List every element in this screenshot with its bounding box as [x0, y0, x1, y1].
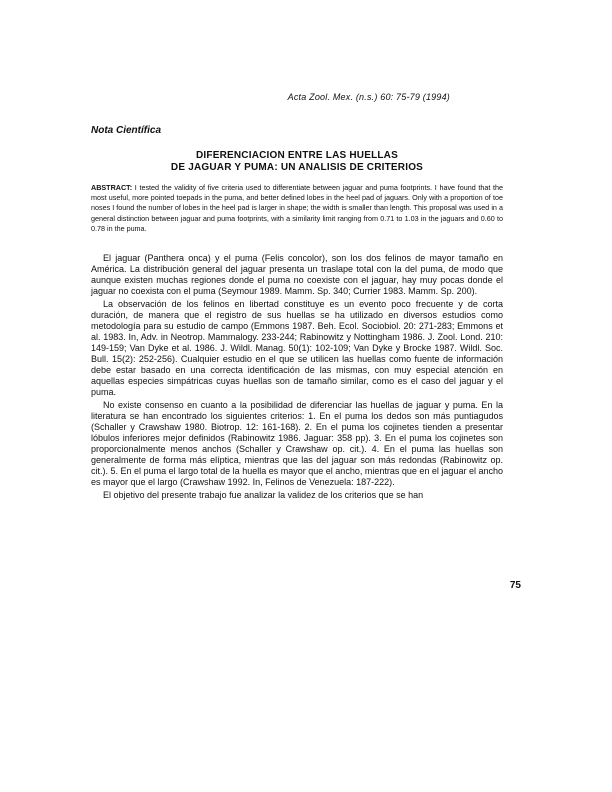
title-line-1: DIFERENCIACION ENTRE LAS HUELLAS [196, 150, 398, 161]
abstract-text: I tested the validity of five criteria used to differentiate between jaguar and puma footprints. I have found that the most useful, more pointed toepads in the puma, and better defined lobes in the heel pad of jaguars. Only with a proportion of toe noses I found the number of lobes in the heel pad is larger in shape; the width is smaller than length. This proposal was used in a general distinction between jaguar and puma footprints, with a similarity limit ranging from 0.71 to 1.03 in the jaguars and 0.60 to 0.78 in the puma. [91, 183, 504, 233]
page-number: 75 [509, 580, 521, 591]
section-label: Nota Científica [91, 125, 162, 136]
journal-reference: Acta Zool. Mex. (n.s.) 60: 75-79 (1994) [287, 92, 450, 102]
body-paragraph-3: No existe consenso en cuanto a la posibilidad de diferenciar las huellas de jaguar y puma. En la literatura se han encontrado los siguientes criterios: 1. En el puma los dedos son más puntiagudos (Schaller y Crawshaw 1980. Biotrop. 12: 161-168). 2. En el puma los cojinetes tienden a presentar lóbulos inferiores mejor definidos (Rabinowitz 1986. Jaguar: 358 pp). 3. En el puma los cojinetes son proporcionalmente menos anchos (Schaller y Crawshaw op. cit.). 4. En el puma las huellas son generalmente de forma más elíptica, mientras que las del jaguar son más redondas (Rabinowitz op. cit.). 5. En el puma el largo total de la huella es mayor que el ancho, mientras que en el jaguar el ancho es mayor que el largo (Crawshaw 1992. In, Felinos de Venezuela: 187-222). [91, 400, 503, 487]
body-paragraph-1: El jaguar (Panthera onca) y el puma (Felis concolor), son los dos felinos de mayor tamaño en América. La distribución general del jaguar presenta un traslape total con la del puma, de modo que aunque existen muchas regiones donde el puma no coexiste con el jaguar, hay muy pocas donde el jaguar no coexista con el puma (Seymour 1989. Mamm. Sp. 340; Currier 1983. Mamm. Sp. 200). [91, 253, 503, 296]
article-title [91, 150, 503, 174]
body-paragraph-4: El objetivo del presente trabajo fue analizar la validez de los criterios que se han [103, 490, 424, 500]
title-line-2: DE JAGUAR Y PUMA: UN ANALISIS DE CRITERIOS [170, 162, 424, 173]
abstract [91, 183, 503, 234]
body-paragraph-2: La observación de los felinos en libertad constituye es un evento poco frecuente y de corta duración, de manera que el registro de sus huellas se ha utilizado en diversos estudios como metodología para su estudio de campo (Emmons 1987. Beh. Ecol. Sociobiol. 20: 271-283; Emmons et al. 1983. In, Adv. in Neotrop. Mammalogy. 233-244; Rabinowitz y Nottingham 1986. J. Zool. Lond. 210: 149-159; Van Dyke et al. 1986. J. Wildl. Manag. 50(1): 102-109; Van Dyke y Brocke 1987. Wildl. Soc. Bull. 15(2): 252-256). Cualquier estudio en el que se utilicen las huellas como fuente de información debe estar basado en una correcta identificación de las mismas, con muy especial atención en aquellas especies simpátricas cuyas huellas son de tamaño similar, como es el caso del jaguar y el puma. [91, 299, 503, 397]
article-body [91, 253, 503, 503]
abstract-lead: ABSTRACT: [91, 183, 133, 192]
